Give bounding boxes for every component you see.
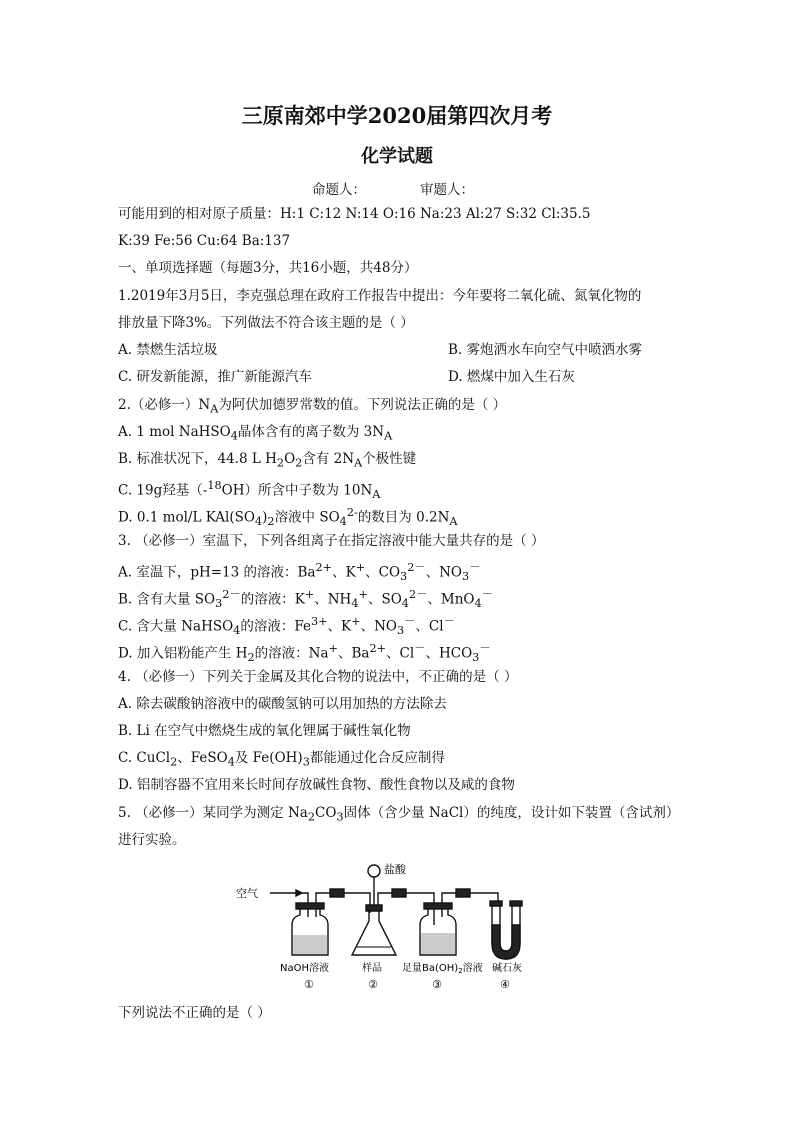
- q3-option-c: C. 含大量 NaHSO$_4$的溶液：$Fe^{3+}$、K+、$NO_3^-$、Cl－: [118, 615, 455, 638]
- label-sample: 样品: [362, 963, 382, 974]
- q2-option-d: D. 0.1 mol/L $KAl(SO_4)_2$溶液中 $SO_4^{2-}$的数目为 $0.2N_A$: [118, 506, 458, 529]
- q5-stem-line1: 5. （必修一）某同学为测定 $Na_2CO_3$固体（含少量 NaCl）的纯度，设计如下装置（含试剂）: [118, 805, 680, 824]
- label-air: 空气: [236, 887, 258, 900]
- author-credit: 命题人：: [312, 182, 366, 198]
- q5-stem-line2: 进行实验。: [118, 832, 186, 848]
- q2-stem: 2.（必修一）$N_A$为阿伏加德罗常数的值。下列说法正确的是（ ）: [118, 397, 507, 416]
- q1-option-d: D. 燃煤中加入生石灰: [448, 369, 575, 385]
- q1-option-c: C. 研发新能源，推广新能源汽车: [118, 369, 312, 385]
- q4-option-c: C. CuCl$_2$、FeSO$_4$及 $Fe(OH)_3$都能通过化合反应制得: [118, 750, 445, 769]
- q2-option-b: B. 标准状况下，44.8 L $H_2O_2$含有 $2N_A$个极性键: [118, 451, 417, 470]
- atomic-masses-line1: 可能用到的相对原子质量：H:1 C:12 N:14 O:16 Na:23 Al:27 S:32 Cl:35.5: [118, 206, 591, 222]
- apparatus-figure: [230, 855, 550, 995]
- reviewer-credit: 审题人：: [420, 182, 474, 198]
- label-soda-lime: 碱石灰: [492, 963, 522, 974]
- q4-option-a: A. 除去碳酸钠溶液中的碳酸氢钠可以用加热的方法除去: [118, 696, 447, 712]
- q3-stem: 3. （必修一）室温下，下列各组离子在指定溶液中能大量共存的是（ ）: [118, 533, 545, 549]
- atomic-masses-line2: K:39 Fe:56 Cu:64 Ba:137: [118, 233, 291, 249]
- q1-stem-line1: 1.2019年3月5日，李克强总理在政府工作报告中提出：今年要将二氧化硫、氮氧化物的: [118, 288, 642, 304]
- q1-option-a: A. 禁燃生活垃圾: [118, 342, 218, 358]
- marker-1: ①: [304, 978, 314, 991]
- q4-option-d: D. 铝制容器不宜用来长时间存放碱性食物、酸性食物以及咸的食物: [118, 777, 515, 793]
- q3-option-d: D. 加入铝粉能产生 $H_2$的溶液：Na+、$Ba^{2+}$、Cl－、$HCO_3^-$: [118, 642, 491, 665]
- section-heading: 一、单项选择题（每题3分，共16小题，共48分）: [118, 260, 418, 276]
- q3-option-b: B. 含有大量 $SO_3^{2-}$的溶液：K+、$NH_4^+$、$SO_4^{2-}$、MnO$_4$－: [118, 588, 493, 611]
- label-acid: 盐酸: [384, 863, 406, 876]
- marker-2: ②: [368, 978, 378, 991]
- exam-subtitle: 化学试题: [361, 146, 433, 167]
- q5-tail: 下列说法不正确的是（ ）: [118, 1005, 271, 1021]
- q2-option-a: A. 1 mol NaHSO$_4$晶体含有的离子数为 $3N_A$: [118, 424, 393, 443]
- q1-stem-line2: 排放量下降3%。下列做法不符合该主题的是（ ）: [118, 315, 414, 331]
- label-baoh2: 足量$Ba(OH)_2$溶液: [402, 963, 483, 975]
- marker-4: ④: [500, 978, 510, 991]
- marker-3: ③: [432, 978, 442, 991]
- label-naoh: NaOH溶液: [280, 963, 329, 974]
- q2-option-c: C. 19g羟基（-$^{18}$OH）所含中子数为 $10N_A$: [118, 479, 381, 502]
- exam-title: 三原南郊中学2020届第四次月考: [241, 103, 553, 128]
- q1-option-b: B. 雾炮洒水车向空气中喷洒水雾: [448, 342, 643, 358]
- q4-option-b: B. Li 在空气中燃烧生成的氧化锂属于碱性氧化物: [118, 723, 411, 739]
- q3-option-a: A. 室温下，pH=13 的溶液：$Ba^{2+}$、K+、$CO_3^{2-}$、$NO_3^-$: [118, 561, 481, 584]
- q4-stem: 4. （必修一）下列关于金属及其化合物的说法中，不正确的是（ ）: [118, 669, 518, 685]
